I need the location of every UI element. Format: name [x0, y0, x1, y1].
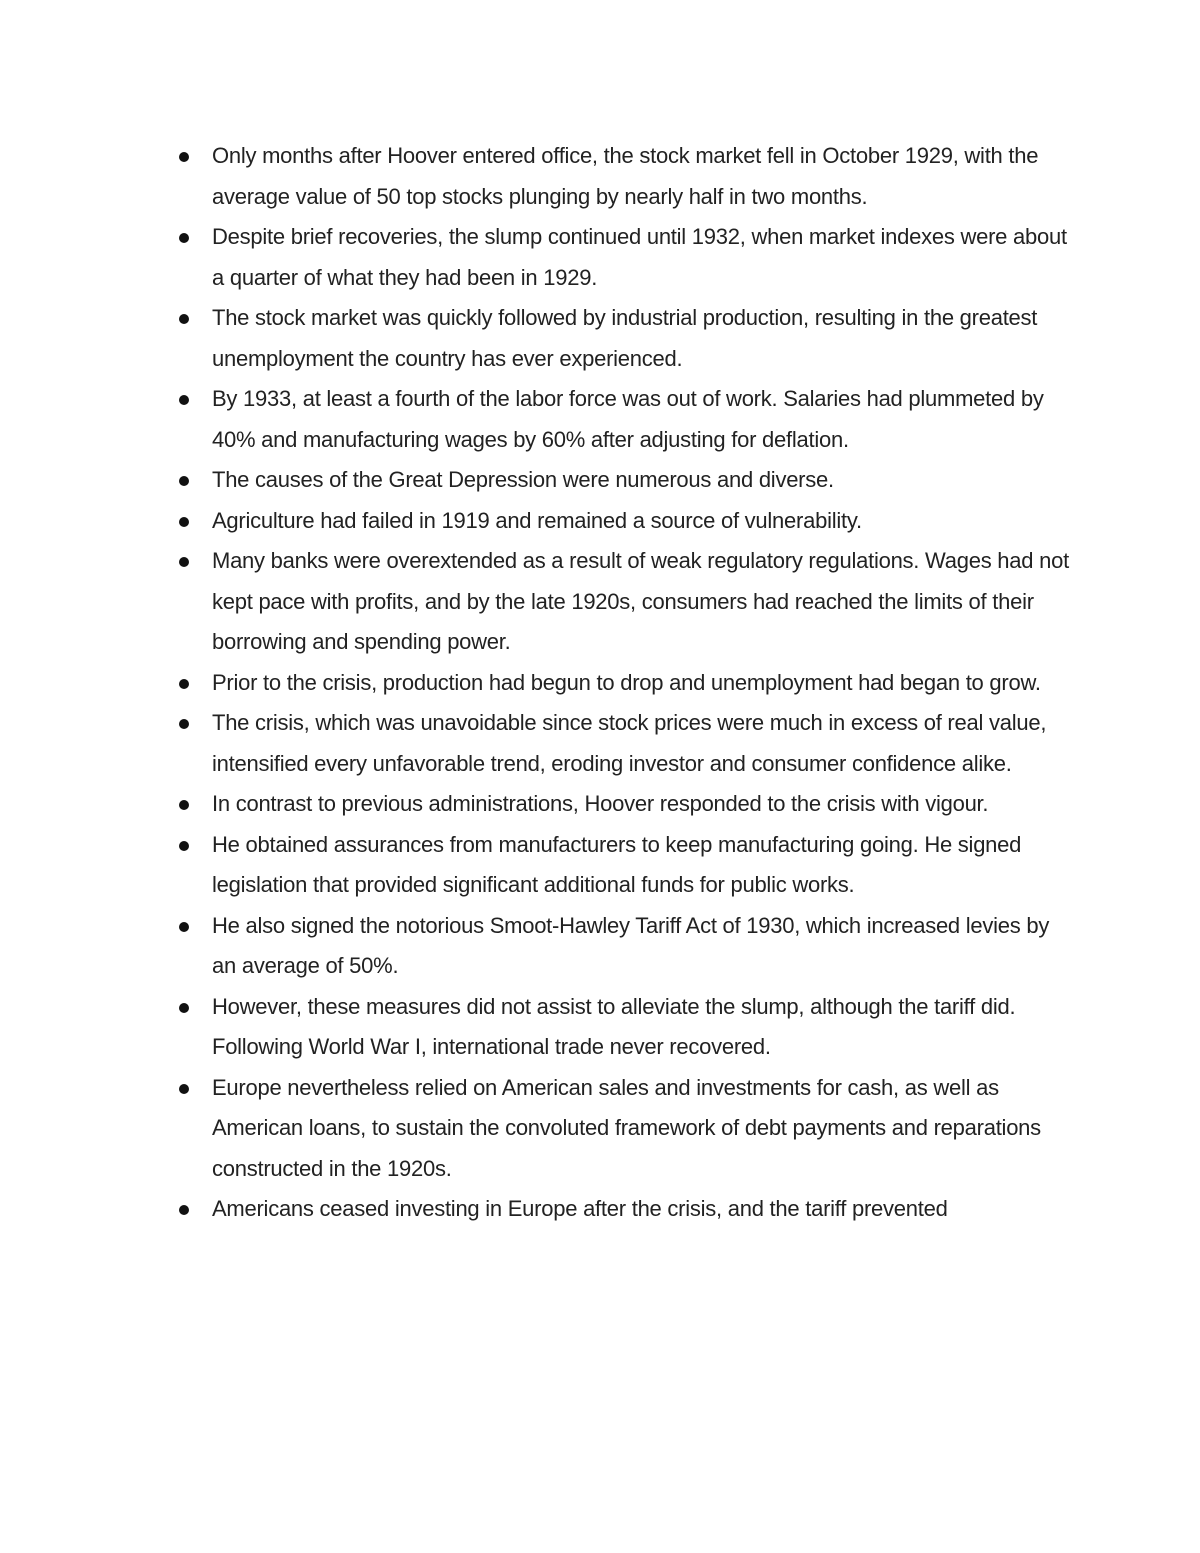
bullet-icon — [179, 517, 189, 527]
bullet-icon — [179, 152, 189, 162]
bullet-list — [175, 136, 1070, 1230]
bullet-icon — [179, 922, 189, 932]
list-item-text: However, these measures did not assist to alleviate the slump, although the tariff did. Following World War I, international trade never recovered. — [212, 993, 1016, 1059]
list-item — [175, 1068, 1070, 1190]
list-item-text: Many banks were overextended as a result of weak regulatory regulations. Wages had not kept pace with profits, and by the late 1920s, consumers had reached the limits of their borrowing and spending power. — [212, 548, 1069, 654]
list-item-text: The causes of the Great Depression were numerous and diverse. — [212, 467, 834, 492]
list-item — [175, 460, 1070, 501]
list-item — [175, 825, 1070, 906]
bullet-icon — [179, 1205, 189, 1215]
list-item-text: Only months after Hoover entered office, the stock market fell in October 1929, with the average value of 50 top stocks plunging by nearly half in two months. — [212, 143, 1039, 209]
list-item-text: The stock market was quickly followed by industrial production, resulting in the greatest unemployment the country has ever experienced. — [212, 305, 1038, 371]
bullet-icon — [179, 476, 189, 486]
list-item — [175, 501, 1070, 542]
list-item-text: Agriculture had failed in 1919 and remained a source of vulnerability. — [212, 507, 862, 533]
list-item — [175, 663, 1070, 704]
bullet-icon — [179, 841, 189, 851]
list-item-text: Americans ceased investing in Europe after the crisis, and the tariff prevented — [212, 1196, 948, 1221]
list-item — [175, 784, 1070, 825]
list-item-text: Prior to the crisis, production had begun to drop and unemployment had began to grow. — [212, 669, 1041, 695]
bullet-icon — [179, 679, 189, 689]
list-item-text: Europe nevertheless relied on American sales and investments for cash, as well as American loans, to sustain the convoluted framework of debt payments and reparations constructed in the 1920s. — [212, 1074, 1041, 1181]
list-item — [175, 703, 1070, 784]
list-item — [175, 298, 1070, 379]
bullet-icon — [179, 557, 189, 567]
list-item — [175, 136, 1070, 217]
bullet-icon — [179, 719, 189, 729]
list-item-text: The crisis, which was unavoidable since stock prices were much in excess of real value, intensified every unfavorable trend, eroding investor and consumer confidence alike. — [212, 710, 1047, 776]
list-item-text: By 1933, at least a fourth of the labor force was out of work. Salaries had plummeted by 40% and manufacturing wages by 60% after adjusting for deflation. — [212, 386, 1044, 452]
list-item — [175, 1189, 1070, 1230]
bullet-icon — [179, 800, 189, 810]
list-item — [175, 379, 1070, 460]
list-item — [175, 217, 1070, 298]
list-item — [175, 906, 1070, 987]
list-item-text: He also signed the notorious Smoot-Hawley Tariff Act of 1930, which increased levies by an average of 50%. — [212, 912, 1050, 978]
list-item — [175, 987, 1070, 1068]
bullet-icon — [179, 233, 189, 243]
list-item-text: In contrast to previous administrations, Hoover responded to the crisis with vigour. — [212, 791, 989, 816]
bullet-icon — [179, 395, 189, 405]
list-item-text: He obtained assurances from manufacturers to keep manufacturing going. He signed legislation that provided significant additional funds for public works. — [212, 831, 1022, 897]
list-item-text: Despite brief recoveries, the slump continued until 1932, when market indexes were about a quarter of what they had been in 1929. — [212, 224, 1067, 290]
bullet-icon — [179, 1003, 189, 1013]
list-item — [175, 541, 1070, 663]
bullet-icon — [179, 1084, 189, 1094]
bullet-icon — [179, 314, 189, 324]
